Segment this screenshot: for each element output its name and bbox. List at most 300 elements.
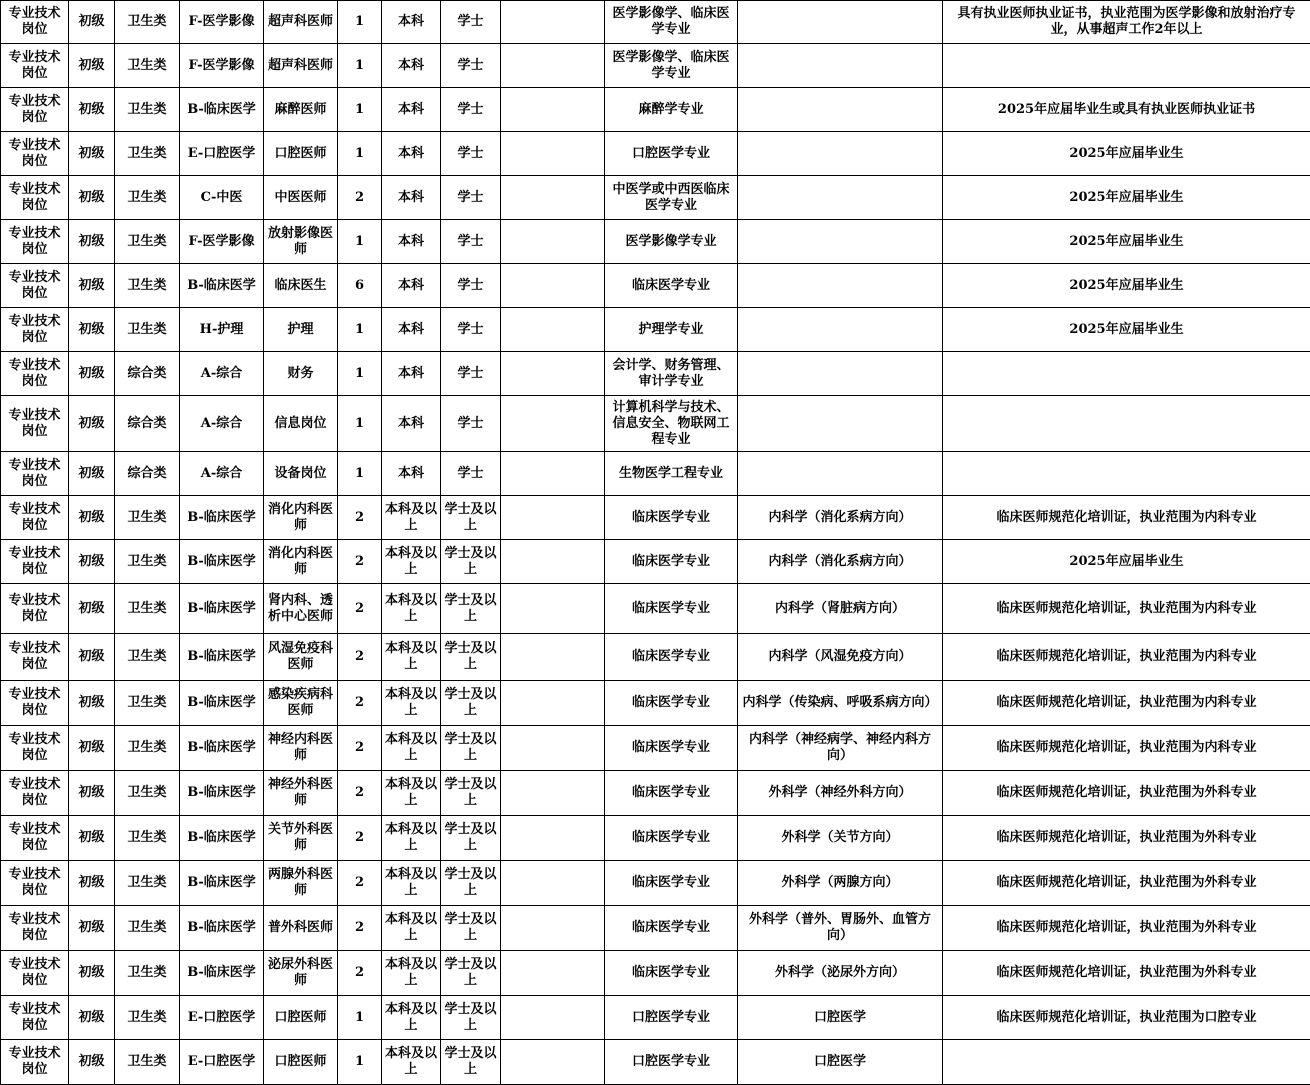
cell-blank [501,681,605,726]
cell-subject-code: B-临床医学 [180,726,264,771]
cell-position-name: 泌尿外科医师 [264,951,338,996]
cell-other-requirements: 临床医师规范化培训证，执业范围为外科专业 [943,771,1310,816]
cell-post-type: 专业技术岗位 [1,396,69,452]
cell-level: 初级 [69,352,115,396]
cell-grad-major: 口腔医学 [738,996,943,1040]
cell-blank [501,906,605,951]
cell-headcount: 1 [338,352,382,396]
cell-other-requirements: 临床医师规范化培训证，执业范围为外科专业 [943,816,1310,861]
cell-grad-major [738,452,943,496]
cell-headcount: 2 [338,496,382,540]
cell-blank [501,496,605,540]
cell-subject-code: B-临床医学 [180,951,264,996]
cell-post-type: 专业技术岗位 [1,996,69,1040]
cell-degree: 学士 [441,132,501,176]
cell-category: 卫生类 [115,44,180,88]
cell-grad-major: 内科学（风湿免疫方向） [738,634,943,681]
cell-post-type: 专业技术岗位 [1,584,69,634]
cell-position-name: 口腔医师 [264,1040,338,1085]
cell-blank [501,452,605,496]
cell-subject-code: B-临床医学 [180,634,264,681]
cell-headcount: 1 [338,396,382,452]
cell-grad-major: 内科学（消化系病方向） [738,540,943,584]
cell-undergrad-major: 临床医学专业 [605,634,738,681]
cell-blank [501,308,605,352]
cell-subject-code: B-临床医学 [180,540,264,584]
cell-headcount: 2 [338,540,382,584]
cell-post-type: 专业技术岗位 [1,906,69,951]
cell-undergrad-major: 麻醉学专业 [605,88,738,132]
table-body [1,1,1310,1085]
cell-blank [501,726,605,771]
cell-education: 本科及以上 [382,681,441,726]
cell-position-name: 中医医师 [264,176,338,220]
cell-other-requirements [943,396,1310,452]
table-row [1,816,1310,861]
cell-education: 本科及以上 [382,996,441,1040]
cell-position-name: 超声科医师 [264,44,338,88]
cell-degree: 学士 [441,44,501,88]
cell-level: 初级 [69,634,115,681]
cell-subject-code: B-临床医学 [180,771,264,816]
cell-degree: 学士 [441,452,501,496]
cell-degree: 学士及以上 [441,584,501,634]
cell-headcount: 1 [338,308,382,352]
table-row [1,452,1310,496]
cell-headcount: 2 [338,861,382,906]
cell-post-type: 专业技术岗位 [1,264,69,308]
cell-category: 卫生类 [115,1040,180,1085]
cell-education: 本科 [382,264,441,308]
cell-grad-major: 外科学（神经外科方向） [738,771,943,816]
cell-category: 卫生类 [115,726,180,771]
cell-category: 卫生类 [115,634,180,681]
cell-blank [501,816,605,861]
cell-post-type: 专业技术岗位 [1,1,69,44]
cell-position-name: 两腺外科医师 [264,861,338,906]
cell-blank [501,132,605,176]
table-row [1,132,1310,176]
cell-education: 本科 [382,308,441,352]
cell-other-requirements: 2025年应届毕业生 [943,308,1310,352]
cell-headcount: 2 [338,584,382,634]
cell-level: 初级 [69,132,115,176]
cell-education: 本科 [382,44,441,88]
cell-post-type: 专业技术岗位 [1,681,69,726]
cell-category: 卫生类 [115,308,180,352]
cell-grad-major: 外科学（关节方向） [738,816,943,861]
cell-grad-major: 内科学（传染病、呼吸系病方向） [738,681,943,726]
cell-blank [501,1040,605,1085]
cell-grad-major [738,176,943,220]
cell-blank [501,220,605,264]
cell-grad-major [738,88,943,132]
cell-undergrad-major: 临床医学专业 [605,540,738,584]
cell-degree: 学士及以上 [441,540,501,584]
cell-grad-major: 口腔医学 [738,1040,943,1085]
table-row [1,681,1310,726]
cell-undergrad-major: 医学影像学、临床医学专业 [605,1,738,44]
cell-education: 本科及以上 [382,496,441,540]
cell-category: 卫生类 [115,681,180,726]
cell-other-requirements: 临床医师规范化培训证，执业范围为外科专业 [943,906,1310,951]
cell-level: 初级 [69,1040,115,1085]
cell-level: 初级 [69,220,115,264]
cell-undergrad-major: 医学影像学专业 [605,220,738,264]
cell-blank [501,88,605,132]
cell-position-name: 信息岗位 [264,396,338,452]
table-row [1,264,1310,308]
cell-blank [501,996,605,1040]
cell-education: 本科 [382,176,441,220]
cell-headcount: 1 [338,44,382,88]
cell-subject-code: B-临床医学 [180,861,264,906]
cell-headcount: 2 [338,681,382,726]
cell-subject-code: B-临床医学 [180,264,264,308]
table-row [1,44,1310,88]
cell-post-type: 专业技术岗位 [1,352,69,396]
cell-blank [501,771,605,816]
cell-post-type: 专业技术岗位 [1,771,69,816]
table-row [1,771,1310,816]
cell-category: 卫生类 [115,132,180,176]
cell-education: 本科 [382,452,441,496]
cell-grad-major [738,220,943,264]
cell-other-requirements: 2025年应届毕业生或具有执业医师执业证书 [943,88,1310,132]
table-row [1,1,1310,44]
cell-education: 本科 [382,1,441,44]
cell-subject-code: F-医学影像 [180,1,264,44]
table-row [1,906,1310,951]
cell-subject-code: A-综合 [180,396,264,452]
cell-degree: 学士及以上 [441,906,501,951]
cell-subject-code: B-临床医学 [180,906,264,951]
cell-post-type: 专业技术岗位 [1,1040,69,1085]
cell-headcount: 2 [338,906,382,951]
cell-headcount: 1 [338,88,382,132]
cell-undergrad-major: 临床医学专业 [605,906,738,951]
cell-subject-code: B-临床医学 [180,496,264,540]
cell-post-type: 专业技术岗位 [1,951,69,996]
cell-headcount: 6 [338,264,382,308]
cell-subject-code: B-临床医学 [180,88,264,132]
cell-blank [501,44,605,88]
cell-undergrad-major: 临床医学专业 [605,951,738,996]
cell-level: 初级 [69,176,115,220]
cell-other-requirements: 临床医师规范化培训证，执业范围为外科专业 [943,861,1310,906]
cell-degree: 学士 [441,396,501,452]
cell-level: 初级 [69,452,115,496]
cell-subject-code: F-医学影像 [180,220,264,264]
cell-degree: 学士及以上 [441,726,501,771]
cell-subject-code: F-医学影像 [180,44,264,88]
table-row [1,1040,1310,1085]
cell-education: 本科及以上 [382,816,441,861]
cell-level: 初级 [69,584,115,634]
cell-post-type: 专业技术岗位 [1,88,69,132]
cell-category: 综合类 [115,452,180,496]
cell-level: 初级 [69,44,115,88]
cell-other-requirements: 临床医师规范化培训证，执业范围为内科专业 [943,681,1310,726]
cell-degree: 学士 [441,220,501,264]
cell-undergrad-major: 临床医学专业 [605,861,738,906]
cell-other-requirements: 具有执业医师执业证书，执业范围为医学影像和放射治疗专业，从事超声工作2年以上 [943,1,1310,44]
cell-education: 本科 [382,220,441,264]
table-row [1,584,1310,634]
cell-blank [501,176,605,220]
cell-undergrad-major: 临床医学专业 [605,264,738,308]
cell-level: 初级 [69,906,115,951]
cell-grad-major [738,396,943,452]
cell-post-type: 专业技术岗位 [1,132,69,176]
cell-other-requirements: 2025年应届毕业生 [943,132,1310,176]
table-row [1,352,1310,396]
cell-grad-major: 外科学（泌尿外方向） [738,951,943,996]
cell-education: 本科及以上 [382,584,441,634]
table-row [1,396,1310,452]
table-row [1,634,1310,681]
cell-subject-code: A-综合 [180,452,264,496]
cell-subject-code: E-口腔医学 [180,1040,264,1085]
cell-undergrad-major: 临床医学专业 [605,816,738,861]
cell-undergrad-major: 医学影像学、临床医学专业 [605,44,738,88]
cell-degree: 学士 [441,352,501,396]
cell-blank [501,396,605,452]
cell-degree: 学士及以上 [441,681,501,726]
cell-headcount: 1 [338,1,382,44]
cell-other-requirements: 2025年应届毕业生 [943,176,1310,220]
cell-degree: 学士及以上 [441,996,501,1040]
cell-education: 本科及以上 [382,951,441,996]
cell-level: 初级 [69,951,115,996]
cell-post-type: 专业技术岗位 [1,861,69,906]
cell-undergrad-major: 临床医学专业 [605,771,738,816]
cell-post-type: 专业技术岗位 [1,220,69,264]
cell-other-requirements: 临床医师规范化培训证，执业范围为内科专业 [943,726,1310,771]
cell-undergrad-major: 生物医学工程专业 [605,452,738,496]
cell-degree: 学士 [441,264,501,308]
cell-category: 卫生类 [115,496,180,540]
cell-position-name: 神经外科医师 [264,771,338,816]
cell-grad-major: 内科学（消化系病方向） [738,496,943,540]
cell-other-requirements [943,1040,1310,1085]
cell-education: 本科及以上 [382,771,441,816]
cell-degree: 学士及以上 [441,951,501,996]
cell-undergrad-major: 临床医学专业 [605,726,738,771]
cell-degree: 学士及以上 [441,816,501,861]
cell-position-name: 财务 [264,352,338,396]
table-row [1,176,1310,220]
cell-degree: 学士 [441,176,501,220]
cell-grad-major [738,1,943,44]
cell-undergrad-major: 口腔医学专业 [605,996,738,1040]
cell-level: 初级 [69,771,115,816]
cell-education: 本科及以上 [382,726,441,771]
cell-post-type: 专业技术岗位 [1,816,69,861]
table-row [1,861,1310,906]
cell-category: 卫生类 [115,176,180,220]
cell-undergrad-major: 临床医学专业 [605,681,738,726]
cell-education: 本科及以上 [382,1040,441,1085]
cell-degree: 学士及以上 [441,1040,501,1085]
cell-category: 卫生类 [115,861,180,906]
cell-grad-major: 外科学（两腺方向） [738,861,943,906]
cell-category: 卫生类 [115,264,180,308]
cell-degree: 学士 [441,1,501,44]
cell-position-name: 设备岗位 [264,452,338,496]
cell-position-name: 普外科医师 [264,906,338,951]
cell-level: 初级 [69,308,115,352]
cell-other-requirements: 临床医师规范化培训证，执业范围为内科专业 [943,496,1310,540]
cell-education: 本科及以上 [382,906,441,951]
cell-undergrad-major: 中医学或中西医临床医学专业 [605,176,738,220]
cell-position-name: 放射影像医师 [264,220,338,264]
cell-blank [501,540,605,584]
cell-position-name: 口腔医师 [264,996,338,1040]
cell-headcount: 2 [338,176,382,220]
cell-category: 卫生类 [115,996,180,1040]
cell-education: 本科 [382,396,441,452]
table-row [1,996,1310,1040]
cell-undergrad-major: 会计学、财务管理、审计学专业 [605,352,738,396]
cell-blank [501,264,605,308]
cell-subject-code: B-临床医学 [180,681,264,726]
cell-position-name: 口腔医师 [264,132,338,176]
table-row [1,308,1310,352]
cell-education: 本科 [382,352,441,396]
cell-grad-major: 外科学（普外、胃肠外、血管方向） [738,906,943,951]
cell-category: 综合类 [115,352,180,396]
cell-blank [501,951,605,996]
cell-blank [501,352,605,396]
cell-blank [501,1,605,44]
cell-other-requirements: 临床医师规范化培训证，执业范围为口腔专业 [943,996,1310,1040]
cell-other-requirements: 2025年应届毕业生 [943,540,1310,584]
cell-category: 综合类 [115,396,180,452]
cell-subject-code: E-口腔医学 [180,996,264,1040]
cell-grad-major [738,264,943,308]
cell-headcount: 1 [338,1040,382,1085]
cell-subject-code: A-综合 [180,352,264,396]
cell-undergrad-major: 临床医学专业 [605,496,738,540]
cell-level: 初级 [69,540,115,584]
cell-post-type: 专业技术岗位 [1,176,69,220]
cell-other-requirements [943,44,1310,88]
cell-headcount: 2 [338,771,382,816]
cell-position-name: 肾内科、透析中心医师 [264,584,338,634]
cell-category: 卫生类 [115,88,180,132]
cell-level: 初级 [69,861,115,906]
cell-position-name: 超声科医师 [264,1,338,44]
cell-subject-code: C-中医 [180,176,264,220]
cell-post-type: 专业技术岗位 [1,634,69,681]
cell-education: 本科及以上 [382,540,441,584]
cell-position-name: 临床医生 [264,264,338,308]
cell-level: 初级 [69,264,115,308]
cell-position-name: 消化内科医师 [264,540,338,584]
cell-blank [501,584,605,634]
cell-category: 卫生类 [115,584,180,634]
cell-grad-major [738,352,943,396]
cell-other-requirements: 临床医师规范化培训证，执业范围为内科专业 [943,634,1310,681]
table-row [1,496,1310,540]
cell-level: 初级 [69,726,115,771]
cell-subject-code: B-临床医学 [180,816,264,861]
cell-category: 卫生类 [115,220,180,264]
cell-other-requirements: 临床医师规范化培训证，执业范围为外科专业 [943,951,1310,996]
table-row [1,951,1310,996]
cell-level: 初级 [69,496,115,540]
cell-headcount: 1 [338,220,382,264]
cell-other-requirements: 临床医师规范化培训证，执业范围为内科专业 [943,584,1310,634]
cell-position-name: 风湿免疫科医师 [264,634,338,681]
cell-other-requirements: 2025年应届毕业生 [943,220,1310,264]
cell-headcount: 1 [338,996,382,1040]
table-row [1,726,1310,771]
cell-position-name: 关节外科医师 [264,816,338,861]
cell-headcount: 1 [338,452,382,496]
cell-degree: 学士 [441,88,501,132]
cell-category: 卫生类 [115,951,180,996]
cell-post-type: 专业技术岗位 [1,496,69,540]
cell-other-requirements: 2025年应届毕业生 [943,264,1310,308]
cell-subject-code: B-临床医学 [180,584,264,634]
cell-blank [501,634,605,681]
cell-level: 初级 [69,396,115,452]
cell-position-name: 感染疾病科医师 [264,681,338,726]
cell-level: 初级 [69,816,115,861]
cell-post-type: 专业技术岗位 [1,726,69,771]
cell-education: 本科及以上 [382,861,441,906]
cell-education: 本科 [382,88,441,132]
cell-grad-major [738,308,943,352]
cell-degree: 学士及以上 [441,861,501,906]
cell-category: 卫生类 [115,906,180,951]
table-row [1,88,1310,132]
cell-blank [501,861,605,906]
cell-other-requirements [943,352,1310,396]
cell-position-name: 消化内科医师 [264,496,338,540]
cell-position-name: 麻醉医师 [264,88,338,132]
cell-position-name: 神经内科医师 [264,726,338,771]
cell-headcount: 2 [338,951,382,996]
cell-grad-major [738,132,943,176]
cell-level: 初级 [69,996,115,1040]
cell-post-type: 专业技术岗位 [1,308,69,352]
cell-undergrad-major: 护理学专业 [605,308,738,352]
cell-undergrad-major: 口腔医学专业 [605,132,738,176]
cell-post-type: 专业技术岗位 [1,540,69,584]
cell-grad-major: 内科学（神经病学、神经内科方向） [738,726,943,771]
cell-category: 卫生类 [115,771,180,816]
cell-level: 初级 [69,88,115,132]
cell-level: 初级 [69,1,115,44]
cell-degree: 学士及以上 [441,771,501,816]
cell-category: 卫生类 [115,816,180,861]
cell-subject-code: H-护理 [180,308,264,352]
cell-undergrad-major: 计算机科学与技术、信息安全、物联网工程专业 [605,396,738,452]
cell-other-requirements [943,452,1310,496]
cell-grad-major [738,44,943,88]
cell-grad-major: 内科学（肾脏病方向） [738,584,943,634]
cell-headcount: 2 [338,726,382,771]
cell-subject-code: E-口腔医学 [180,132,264,176]
cell-undergrad-major: 临床医学专业 [605,584,738,634]
table-row [1,540,1310,584]
cell-degree: 学士及以上 [441,634,501,681]
cell-level: 初级 [69,681,115,726]
cell-post-type: 专业技术岗位 [1,452,69,496]
